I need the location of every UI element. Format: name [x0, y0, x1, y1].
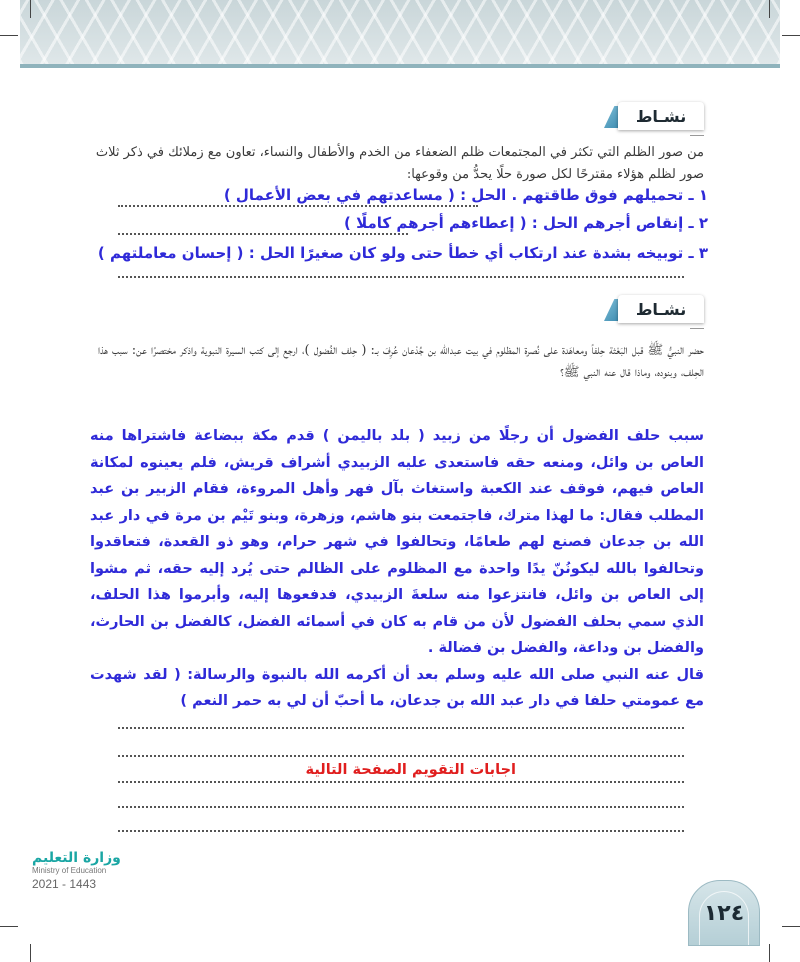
- dotted-answer-line: [118, 781, 684, 783]
- answer-text: سبب حلف الفضول أن رجلًا من زبيد ( بلد باليمن ) قدم مكة ببضاعة فاشتراها منه العاص بن وائل، ومنعه حقه فاستعدى عليه الزبيدي أشراف قريش، فلم يعينوه لمكانة العاص فيهم، فوقف عند الكعبة واستغاث بآل فهر وأهل المروءة، فقام الزبير بن عبد المطلب فقال: ما لهذا مترك، فاجتمعت بنو هاشم، وزهرة، وبنو تَيْم بن مرة في دار عبد الله بن جدعان فصنع لهم طعامًا، وتحالفوا في شهر حرام، وهو ذو القعدة، فتعاقدوا وتحالفوا بالله ليكونُنّ يدًا واحدة مع المظلوم على الظالم حتى يُرد إليه حقه، ثم مشوا إلى العاص بن وائل، فانتزعوا منه سلعةَ الزبيدي، فدفعوها إليه، وأبرموا هذا الحلف، الذي سمي بحلف الفضول لأن من قام به كان في أسمائه الفضل، كالفضل بن الحارث، والفضل بن وداعة، والفضل بن فضالة .: [90, 428, 704, 656]
- crop-mark: [769, 944, 770, 962]
- crop-mark: [782, 926, 800, 927]
- crop-mark: [0, 35, 18, 36]
- ministry-logo: [32, 850, 182, 891]
- dotted-answer-line: [118, 727, 684, 729]
- activity-badge-label: نشـاط: [618, 295, 704, 323]
- page-number: ١٢٤: [703, 900, 745, 926]
- crop-mark: [30, 944, 31, 962]
- activity1-answer-line: ٣ ـ توبيخه بشدة عند ارتكاب أي خطأ حتى ولو كان صغيرًا الحل : ( إحسان معاملتهم ): [97, 244, 708, 262]
- activity1-answer-line: ٢ ـ إنقاص أجرهم الحل : ( إعطاءهم أجرهم كاملًا ): [344, 214, 708, 232]
- dotted-answer-line: [118, 830, 684, 832]
- dotted-answer-line: [118, 205, 478, 207]
- activity-badge-label: نشـاط: [618, 102, 704, 130]
- activity1-answer-line: ١ ـ تحميلهم فوق طاقتهم . الحل : ( مساعدتهم في بعض الأعمال ): [223, 186, 708, 204]
- dotted-answer-line: [118, 276, 684, 278]
- activity1-prompt: من صور الظلم التي تكثر في المجتمعات ظلم الضعفاء من الخدم والأطفال والنساء، تعاون مع زملائك في ذكر ثلاث صور لظلم هؤلاء مقترحًا لكل صورة حلًا يحدُّ من وقوعها:: [95, 145, 704, 182]
- edition-year: 2021 - 1443: [32, 877, 97, 891]
- activity2-prompt: حضر النبيُّ ﷺ قبل البَعْثة حِلفاً ومعاهَدة على نُصرة المظلوم في بيت عبدالله بن جُدْعان عُرِفَ بـ: ( حِلف الفُضول )، ارجع إلى كتب السيرة النبوية واذكر مختصرًا عن: سبب هذا الحِلف، وبنوده، وماذا قال عنه النبي ﷺ؟: [97, 343, 704, 380]
- crop-mark: [782, 35, 800, 36]
- decorative-header-band: [20, 0, 780, 68]
- dotted-answer-line: [118, 806, 684, 808]
- page-number-arch: [688, 880, 760, 946]
- crop-mark: [30, 0, 31, 18]
- activity-badge: [604, 295, 704, 323]
- activity-badge: [604, 102, 704, 130]
- dotted-answer-line: [118, 755, 684, 757]
- crop-mark: [769, 0, 770, 18]
- badge-rule: [690, 328, 704, 329]
- ministry-name-arabic: وزارة التعليم: [32, 850, 121, 866]
- next-page-note: اجابات التقويم الصفحة التالية: [302, 762, 520, 778]
- dotted-answer-line: [118, 233, 408, 235]
- answer-hadith: قال عنه النبي صلى الله عليه وسلم بعد أن أكرمه الله بالنبوة والرسالة: ( لقد شهدت مع عمومتي حلفا في دار عبد الله بن جدعان، ما أحبّ أن لي به حمر النعم ): [90, 666, 704, 709]
- activity2-answer: [90, 423, 704, 715]
- crop-mark: [0, 926, 18, 927]
- badge-rule: [690, 135, 704, 136]
- ministry-name-english: Ministry of Education: [32, 866, 107, 875]
